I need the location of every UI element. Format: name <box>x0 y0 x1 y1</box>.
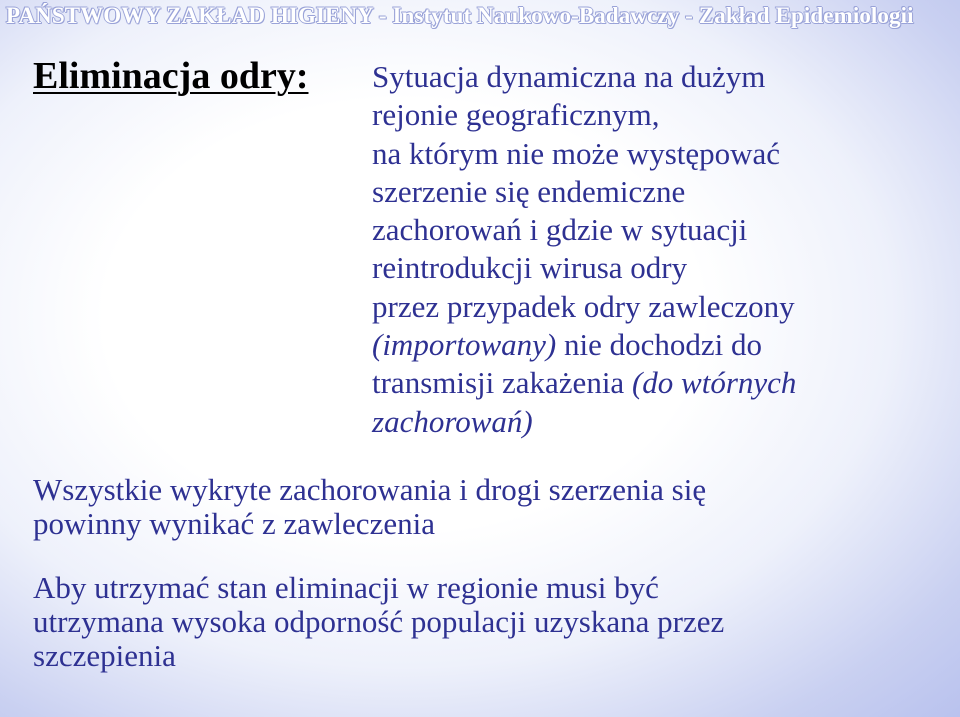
paragraph-line: szczepienia <box>33 638 176 673</box>
definition-text: rejonie geograficznym, <box>372 97 660 133</box>
definition-text: reintrodukcji wirusa odry <box>372 250 688 286</box>
institution-header: PAŃSTWOWY ZAKŁAD HIGIENY - Instytut Naukowo-Badawczy - Zakład Epidemiologii <box>6 3 914 28</box>
definition-text: transmisji zakażenia <box>372 365 632 401</box>
definition-text: na którym nie może występować <box>372 135 781 171</box>
definition-line <box>372 249 952 287</box>
definition-italic-text: (importowany) <box>372 327 557 363</box>
definition-text: Sytuacja dynamiczna na dużym <box>372 59 766 94</box>
definition-term: Eliminacja odry: <box>33 55 309 97</box>
paragraph-line: Aby utrzymać stan eliminacji w regionie musi być <box>33 570 659 605</box>
definition-line <box>372 403 952 441</box>
definition-text: szerzenie się endemiczne <box>372 173 686 209</box>
definition-italic-text: (do wtórnych <box>631 365 797 401</box>
definition-line <box>372 364 952 402</box>
definition-line <box>372 211 952 249</box>
paragraph-line: powinny wynikać z zawleczenia <box>33 506 435 541</box>
definition-text: nie dochodzi do <box>556 327 763 363</box>
definition-body <box>372 58 952 441</box>
paragraph-line: utrzymana wysoka odporność populacji uzyskana przez <box>33 604 725 639</box>
definition-line <box>372 173 952 211</box>
definition-line <box>372 58 952 96</box>
definition-line <box>372 96 952 134</box>
definition-line <box>372 326 952 364</box>
paragraph-outbreaks <box>33 473 943 541</box>
paragraph-immunity <box>33 571 943 673</box>
definition-line <box>372 288 952 326</box>
definition-text: zachorowań i gdzie w sytuacji <box>372 212 748 248</box>
definition-text: przez przypadek odry zawleczony <box>372 288 795 324</box>
definition-line <box>372 135 952 173</box>
paragraph-line: Wszystkie wykryte zachorowania i drogi szerzenia się <box>33 472 707 507</box>
definition-italic-text: zachorowań) <box>372 403 533 439</box>
